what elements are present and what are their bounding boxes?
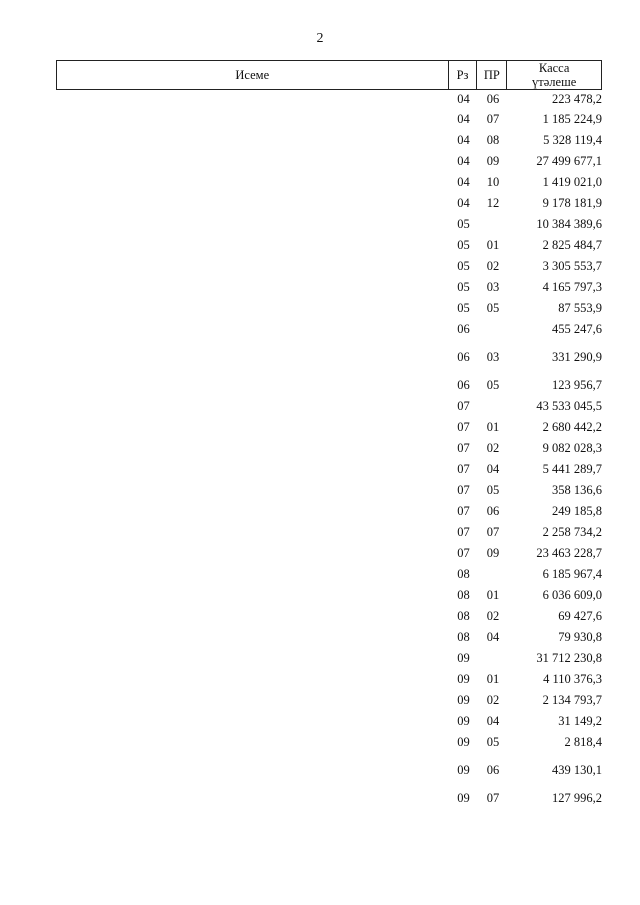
row-pr: 06	[486, 91, 500, 106]
row-rz: 06	[457, 350, 470, 364]
table-row	[56, 417, 602, 438]
table-row	[56, 235, 602, 256]
table-row	[56, 172, 602, 193]
table-row	[56, 522, 602, 543]
row-pr: 10	[486, 175, 500, 189]
table-row	[56, 627, 602, 648]
row-rz: 04	[457, 175, 470, 189]
row-rz: 09	[457, 714, 470, 728]
row-sum: 358 136,6	[552, 483, 602, 497]
row-rz: 04	[457, 196, 470, 210]
row-pr: 05	[486, 301, 500, 315]
table-row	[56, 109, 602, 130]
table-body	[56, 89, 602, 809]
table-row	[56, 648, 602, 669]
row-sum: 6 185 967,4	[542, 567, 602, 581]
table-row	[56, 375, 602, 396]
row-pr: 07	[486, 525, 500, 539]
row-sum: 331 290,9	[552, 350, 602, 364]
column-header-pr: ПР	[477, 61, 507, 89]
row-sum: 2 680 442,2	[542, 420, 602, 434]
row-rz: 05	[457, 238, 470, 252]
column-header-kassa-line1: Касса	[538, 61, 570, 75]
row-rz: 04	[457, 133, 470, 147]
row-sum: 4 110 376,3	[543, 672, 602, 686]
row-rz: 07	[457, 462, 470, 476]
row-sum: 87 553,9	[558, 301, 602, 315]
table-row	[56, 564, 602, 585]
row-pr: 01	[486, 420, 500, 434]
row-pr: 06	[486, 763, 500, 777]
row-sum: 4 165 797,3	[542, 280, 602, 294]
row-pr: 05	[486, 483, 500, 497]
row-rz: 05	[457, 280, 470, 294]
table-row	[56, 256, 602, 277]
row-sum: 10 384 389,6	[536, 217, 602, 231]
row-rz: 09	[457, 735, 470, 749]
table-row	[56, 585, 602, 606]
row-rz: 09	[457, 672, 470, 686]
row-pr: 02	[486, 693, 500, 707]
row-pr: 08	[486, 133, 500, 147]
row-rz: 04	[457, 112, 470, 126]
row-rz: 08	[457, 588, 470, 602]
row-rz: 07	[457, 399, 470, 413]
row-sum: 23 463 228,7	[536, 546, 602, 560]
row-sum: 69 427,6	[558, 609, 602, 623]
row-pr: 02	[486, 441, 500, 455]
row-sum: 2 258 734,2	[542, 525, 602, 539]
column-header-name: Исеме	[57, 61, 449, 89]
table-row	[56, 788, 602, 809]
row-sum: 5 328 119,4	[543, 133, 602, 147]
row-pr: 12	[486, 196, 500, 210]
table-row	[56, 193, 602, 214]
row-sum: 127 996,2	[552, 791, 602, 805]
row-sum: 5 441 289,7	[542, 462, 602, 476]
row-pr: 06	[486, 504, 500, 518]
row-rz: 09	[457, 791, 470, 805]
row-pr: 02	[486, 259, 500, 273]
row-rz: 06	[457, 378, 470, 392]
table-row	[56, 298, 602, 319]
table-row	[56, 732, 602, 753]
table-row	[56, 606, 602, 627]
row-rz: 05	[457, 301, 470, 315]
table-row	[56, 480, 602, 501]
column-header-rz: Рз	[449, 61, 478, 89]
row-sum: 79 930,8	[558, 630, 602, 644]
row-sum: 439 130,1	[552, 763, 602, 777]
row-pr: 02	[486, 609, 500, 623]
row-sum: 123 956,7	[552, 378, 602, 392]
row-rz: 08	[457, 630, 470, 644]
row-pr: 07	[486, 112, 500, 126]
column-header-kassa-line2: үтәлеше	[532, 75, 577, 89]
row-sum: 31 712 230,8	[536, 651, 602, 665]
table-row	[56, 130, 602, 151]
row-pr: 09	[486, 154, 500, 168]
row-sum: 31 149,2	[558, 714, 602, 728]
row-sum: 43 533 045,5	[536, 399, 602, 413]
row-pr: 05	[486, 735, 500, 749]
row-sum: 2 825 484,7	[542, 238, 602, 252]
row-pr: 03	[486, 280, 500, 294]
row-rz: 07	[457, 525, 470, 539]
row-rz: 05	[457, 217, 470, 231]
row-sum: 9 082 028,3	[542, 441, 602, 455]
table-row	[56, 396, 602, 417]
table-row	[56, 277, 602, 298]
row-rz: 09	[457, 693, 470, 707]
column-header-kassa	[507, 61, 601, 89]
table-row	[56, 501, 602, 522]
row-sum: 6 036 609,0	[542, 588, 602, 602]
table-row	[56, 214, 602, 235]
row-pr: 09	[486, 546, 500, 560]
row-rz: 08	[457, 567, 470, 581]
row-pr: 01	[486, 672, 500, 686]
row-pr: 01	[486, 238, 500, 252]
row-rz: 07	[457, 504, 470, 518]
table-row	[56, 543, 602, 564]
row-pr: 05	[486, 378, 500, 392]
row-pr: 01	[486, 588, 500, 602]
table-row	[56, 151, 602, 172]
table-row	[56, 690, 602, 711]
row-rz: 09	[457, 651, 470, 665]
row-sum: 249 185,8	[552, 504, 602, 518]
row-sum: 1 419 021,0	[542, 175, 602, 189]
table-row	[56, 319, 602, 340]
row-pr: 04	[486, 714, 500, 728]
row-sum: 2 134 793,7	[542, 693, 602, 707]
row-sum: 455 247,6	[552, 322, 602, 336]
row-rz: 07	[457, 420, 470, 434]
row-pr: 07	[486, 791, 500, 805]
row-pr: 04	[486, 462, 500, 476]
row-pr: 03	[486, 350, 500, 364]
table-row	[56, 340, 602, 375]
row-rz: 04	[457, 91, 470, 106]
row-rz: 05	[457, 259, 470, 273]
table-row	[56, 459, 602, 480]
row-sum: 9 178 181,9	[542, 196, 602, 210]
row-rz: 06	[457, 322, 470, 336]
row-sum: 1 185 224,9	[542, 112, 602, 126]
row-pr: 04	[486, 630, 500, 644]
table-row	[56, 711, 602, 732]
table-row	[56, 438, 602, 459]
row-rz: 04	[457, 154, 470, 168]
row-sum: 223 478,2	[552, 91, 602, 106]
row-rz: 07	[457, 441, 470, 455]
row-sum: 27 499 677,1	[536, 154, 602, 168]
row-rz: 08	[457, 609, 470, 623]
page-number: 2	[316, 31, 324, 46]
table-row	[56, 753, 602, 788]
table-header	[56, 60, 602, 90]
row-sum: 3 305 553,7	[542, 259, 602, 273]
row-rz: 09	[457, 763, 470, 777]
row-rz: 07	[457, 483, 470, 497]
row-rz: 07	[457, 546, 470, 560]
table-row	[56, 89, 602, 109]
row-sum: 2 818,4	[564, 735, 602, 749]
table-row	[56, 669, 602, 690]
